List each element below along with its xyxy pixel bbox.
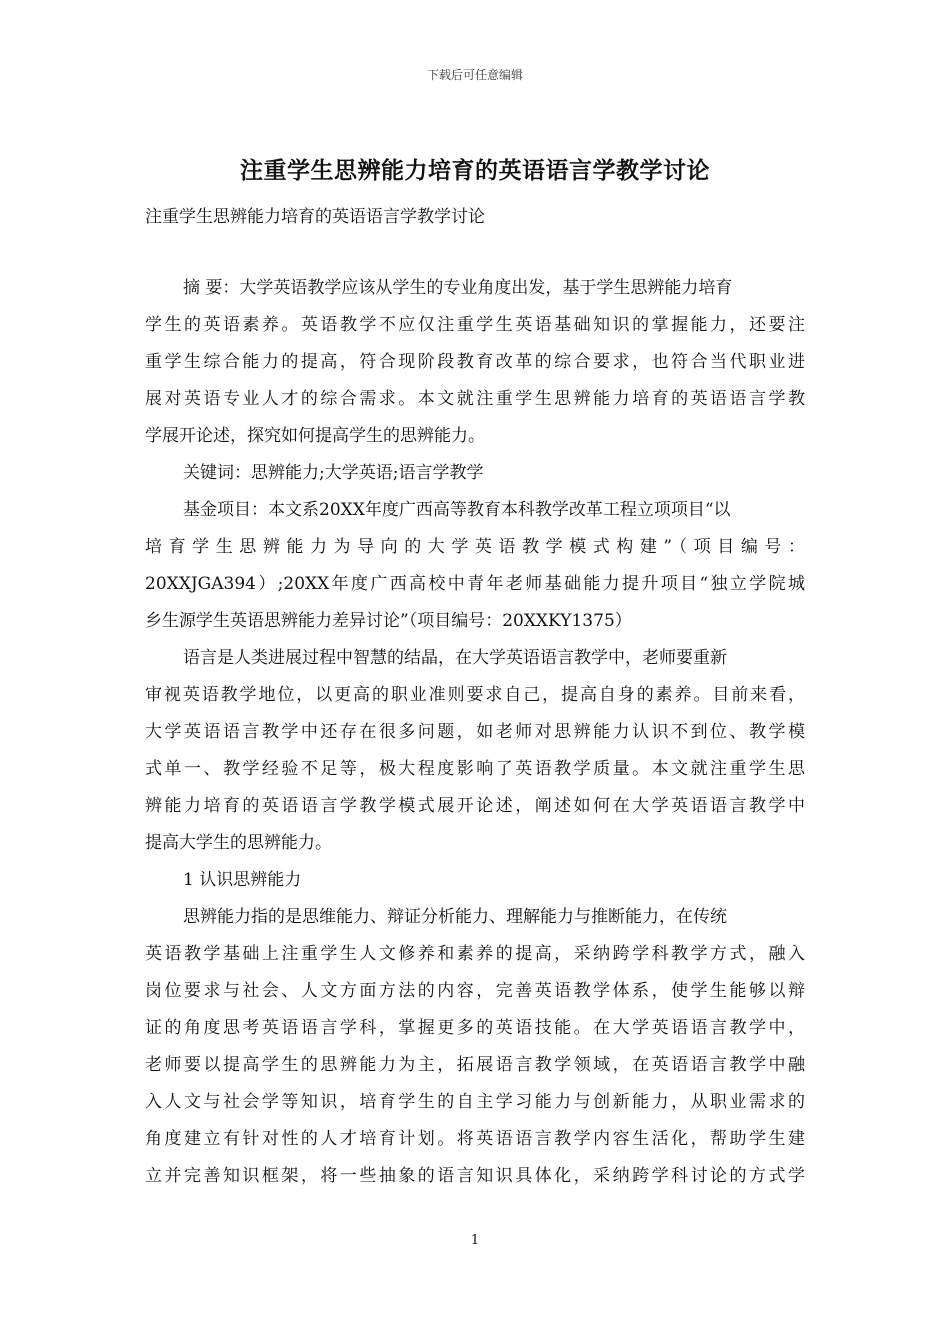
text-line: 入人文与社会学等知识，培育学生的自主学习能力与创新能力，从职业需求的 (145, 1092, 805, 1112)
text-line: 学展开论述，探究如何提高学生的思辨能力。 (145, 426, 485, 446)
text-line: 20XXJGA394）;20XX年度广西高校中青年老师基础能力提升项目“独立学院城 (145, 574, 805, 594)
text-line: 学生的英语素养。英语教学不应仅注重学生英语基础知识的掌握能力，还要注 (145, 315, 805, 335)
page-header: 下载后可任意编辑 (426, 68, 523, 82)
text-line: 1 认识思辨能力 (183, 870, 302, 890)
text-line: 语言是人类进展过程中智慧的结晶，在大学英语语言教学中，老师要重新 (183, 648, 727, 668)
text-line: 证的角度思考英语语言学科，掌握更多的英语技能。在大学英语语言教学中， (145, 1018, 805, 1038)
page-number: 1 (470, 1233, 480, 1248)
text-line: 提高大学生的思辨能力。 (145, 833, 332, 853)
text-line: 式单一、教学经验不足等，极大程度影响了英语教学质量。本文就注重学生思 (145, 759, 805, 779)
document-title: 注重学生思辨能力培育的英语语言学教学讨论 (240, 157, 710, 184)
text-line: 重学生综合能力的提高，符合现阶段教育改革的综合要求，也符合当代职业进 (145, 352, 805, 372)
text-line: 辨能力培育的英语语言学教学模式展开论述，阐述如何在大学英语语言教学中 (145, 796, 805, 816)
document-subtitle: 注重学生思辨能力培育的英语语言学教学讨论 (145, 207, 485, 227)
text-line: 立并完善知识框架，将一些抽象的语言知识具体化，采纳跨学科讨论的方式学 (145, 1166, 805, 1186)
text-line: 基金项目：本文系20XX年度广西高等教育本科教学改革工程立项项目“以 (183, 500, 731, 520)
text-line: 摘 要：大学英语教学应该从学生的专业角度出发，基于学生思辨能力培育 (183, 278, 733, 298)
text-line: 审视英语教学地位，以更高的职业准则要求自己，提高自身的素养。目前来看， (145, 685, 805, 705)
text-line: 思辨能力指的是思维能力、辩证分析能力、理解能力与推断能力，在传统 (183, 907, 727, 927)
text-line: 关键词：思辨能力;大学英语;语言学教学 (183, 463, 484, 483)
text-line: 角度建立有针对性的人才培育计划。将英语语言教学内容生活化，帮助学生建 (145, 1129, 805, 1149)
text-line: 岗位要求与社会、人文方面方法的内容，完善英语教学体系，使学生能够以辩 (145, 981, 805, 1001)
text-line: 老师要以提高学生的思辨能力为主，拓展语言教学领域，在英语语言教学中融 (145, 1055, 805, 1075)
text-line: 英语教学基础上注重学生人文修养和素养的提高，采纳跨学科教学方式，融入 (145, 944, 805, 964)
text-line: 大学英语语言教学中还存在很多问题，如老师对思辨能力认识不到位、教学模 (145, 722, 805, 742)
text-line: 培育学生思辨能力为导向的大学英语教学模式构建”（项目编号： (145, 537, 805, 557)
text-line: 展对英语专业人才的综合需求。本文就注重学生思辨能力培育的英语语言学教 (145, 389, 805, 409)
text-line: 乡生源学生英语思辨能力差异讨论”（项目编号：20XXKY1375） (145, 611, 632, 631)
